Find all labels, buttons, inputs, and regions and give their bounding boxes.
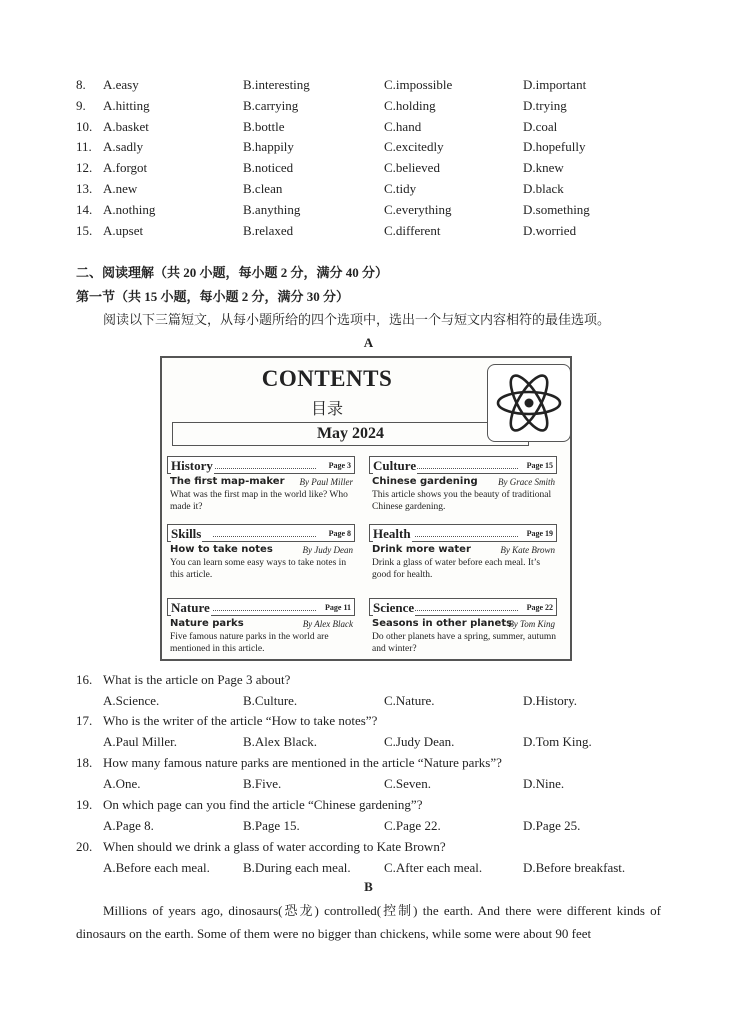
- article-description: You can learn some easy ways to take notes in this article.: [170, 558, 347, 580]
- question-number: 18.: [76, 755, 93, 770]
- question-number: 11.: [76, 139, 92, 154]
- section-name: History: [171, 458, 213, 473]
- passage-b-text: Millions of years ago, dinosaurs(恐龙) controlled(控制) the earth. And there were different kinds of dinosaurs on the earth. Some of them were no bigger than chickens, while some were about 90 feet: [76, 903, 661, 941]
- contents-section-culture: [369, 456, 557, 516]
- option-a: A.Science.: [103, 693, 160, 708]
- option-a: A.Page 8.: [103, 818, 154, 833]
- question-options: [0, 690, 737, 711]
- option-a: A.Before each meal.: [103, 860, 210, 875]
- section-page: Page 19: [526, 529, 553, 538]
- passage-label-b: B: [364, 879, 373, 894]
- option-c: C.Judy Dean.: [384, 734, 455, 749]
- option-d: D.Page 25.: [523, 818, 581, 833]
- section-page: Page 8: [328, 529, 351, 538]
- question-stem: [0, 794, 737, 815]
- option-a: A.upset: [103, 223, 144, 238]
- question-number: 13.: [76, 181, 93, 196]
- article-description: Drink a glass of water before each meal. It’s good for health.: [372, 558, 541, 580]
- contents-section-nature: [167, 598, 355, 658]
- cloze-row: [0, 199, 737, 220]
- article-title: Nature parks: [170, 618, 244, 629]
- option-b: B.relaxed: [243, 223, 294, 238]
- option-a: A.hitting: [103, 98, 150, 113]
- section-page: Page 22: [526, 603, 553, 612]
- option-c: C.holding: [384, 98, 436, 113]
- article-author: By Paul Miller: [299, 477, 353, 487]
- option-d: D.worried: [523, 223, 577, 238]
- option-d: D.trying: [523, 98, 567, 113]
- question-number: 14.: [76, 202, 93, 217]
- option-d: D.Tom King.: [523, 734, 592, 749]
- option-d: D.something: [523, 202, 590, 217]
- contents-section-history: [167, 456, 355, 516]
- option-d: D.Before breakfast.: [523, 860, 626, 875]
- article-author: By Alex Black: [302, 619, 353, 629]
- option-a: A.basket: [103, 119, 149, 134]
- option-c: C.After each meal.: [384, 860, 483, 875]
- question-stem: [0, 836, 737, 857]
- option-d: D.knew: [523, 160, 564, 175]
- option-a: A.sadly: [103, 139, 144, 154]
- section-heading: 二、阅读理解（共 20 小题，每小题 2 分，满分 40 分）: [76, 265, 389, 280]
- question-number: 9.: [76, 98, 86, 113]
- option-d: D.History.: [523, 693, 578, 708]
- question-text: How many famous nature parks are mentioned in the article “Nature parks”?: [103, 755, 502, 770]
- cloze-row: [0, 157, 737, 178]
- article-title: Chinese gardening: [372, 476, 478, 487]
- option-b: B.happily: [243, 139, 294, 154]
- question-options: [0, 731, 737, 752]
- contents-figure: [160, 356, 572, 661]
- cloze-row: [0, 178, 737, 199]
- option-c: C.everything: [384, 202, 452, 217]
- option-b: B.interesting: [243, 77, 310, 92]
- cloze-row: [0, 220, 737, 241]
- question-number: 17.: [76, 713, 93, 728]
- option-b: B.Five.: [243, 776, 282, 791]
- contents-title: CONTENTS: [261, 366, 393, 391]
- question-options: [0, 773, 737, 794]
- part-heading: 第一节（共 15 小题，每小题 2 分，满分 30 分）: [76, 289, 350, 304]
- question-options: [0, 857, 737, 878]
- option-a: A.easy: [103, 77, 139, 92]
- section-page: Page 15: [526, 461, 553, 470]
- option-a: A.Paul Miller.: [103, 734, 178, 749]
- instructions: 阅读以下三篇短文，从每小题所给的四个选项中，选出一个与短文内容相符的最佳选项。: [103, 312, 611, 327]
- section-header: [369, 524, 557, 542]
- section-page: Page 3: [328, 461, 351, 470]
- article-title: How to take notes: [170, 544, 273, 555]
- section-name: Skills: [171, 526, 202, 541]
- contents-section-skills: [167, 524, 355, 584]
- option-d: D.hopefully: [523, 139, 586, 154]
- contents-subtitle: 目录: [310, 399, 343, 418]
- option-c: C.tidy: [384, 181, 417, 196]
- section-name: Health: [373, 526, 411, 541]
- option-d: D.important: [523, 77, 587, 92]
- article-author: By Judy Dean: [302, 545, 353, 555]
- article-description: What was the first map in the world like? Who made it?: [170, 490, 348, 512]
- section-header: [167, 598, 355, 616]
- cloze-row: [0, 136, 737, 157]
- article-author: By Grace Smith: [498, 477, 555, 487]
- option-a: A.forgot: [103, 160, 148, 175]
- section-header: [369, 598, 557, 616]
- option-d: D.coal: [523, 119, 558, 134]
- section-header: [167, 456, 355, 474]
- cloze-row: [0, 116, 737, 137]
- article-author: By Tom King: [508, 619, 555, 629]
- option-b: B.Culture.: [243, 693, 298, 708]
- question-stem: [0, 669, 737, 690]
- question-stem: [0, 752, 737, 773]
- article-description: This article shows you the beauty of traditional Chinese gardening.: [372, 490, 552, 512]
- question-number: 16.: [76, 672, 93, 687]
- question-text: What is the article on Page 3 about?: [103, 672, 291, 687]
- option-a: A.One.: [103, 776, 141, 791]
- section-name: Science: [373, 600, 415, 615]
- cloze-row: [0, 95, 737, 116]
- article-title: The first map-maker: [170, 476, 285, 487]
- article-description: Do other planets have a spring, summer, autumn and winter?: [372, 632, 557, 654]
- option-d: D.black: [523, 181, 564, 196]
- question-number: 20.: [76, 839, 93, 854]
- question-text: Who is the writer of the article “How to take notes”?: [103, 713, 378, 728]
- option-b: B.Alex Black.: [243, 734, 318, 749]
- option-b: B.noticed: [243, 160, 294, 175]
- section-header: [167, 524, 355, 542]
- option-b: B.Page 15.: [243, 818, 300, 833]
- section-header: [369, 456, 557, 474]
- option-a: A.new: [103, 181, 138, 196]
- section-page: Page 11: [325, 603, 351, 612]
- section-name: Culture: [373, 458, 417, 473]
- option-c: C.Page 22.: [384, 818, 441, 833]
- option-b: B.carrying: [243, 98, 299, 113]
- option-c: C.impossible: [384, 77, 453, 92]
- atom-icon: [487, 364, 571, 442]
- option-b: B.anything: [243, 202, 301, 217]
- question-number: 19.: [76, 797, 93, 812]
- article-author: By Kate Brown: [500, 545, 555, 555]
- option-c: C.excitedly: [384, 139, 444, 154]
- option-b: B.clean: [243, 181, 283, 196]
- question-text: On which page can you find the article “Chinese gardening”?: [103, 797, 423, 812]
- contents-section-science: [369, 598, 557, 658]
- contents-section-health: [369, 524, 557, 584]
- question-stem: [0, 710, 737, 731]
- section-name: Nature: [171, 600, 210, 615]
- passage-label-a: A: [363, 335, 374, 350]
- question-text: When should we drink a glass of water according to Kate Brown?: [103, 839, 446, 854]
- question-number: 10.: [76, 119, 93, 134]
- option-b: B.bottle: [243, 119, 285, 134]
- option-c: C.believed: [384, 160, 440, 175]
- option-d: D.Nine.: [523, 776, 565, 791]
- option-c: C.hand: [384, 119, 422, 134]
- question-options: [0, 815, 737, 836]
- contents-month: May 2024: [172, 422, 529, 446]
- cloze-row: [0, 74, 737, 95]
- article-title: Seasons in other planets: [372, 618, 513, 629]
- option-b: B.During each meal.: [243, 860, 351, 875]
- article-description: Five famous nature parks in the world are mentioned in this article.: [170, 632, 329, 654]
- question-number: 8.: [76, 77, 86, 92]
- option-c: C.Seven.: [384, 776, 431, 791]
- question-number: 15.: [76, 223, 93, 238]
- option-a: A.nothing: [103, 202, 156, 217]
- article-title: Drink more water: [372, 544, 471, 555]
- option-c: C.different: [384, 223, 441, 238]
- option-c: C.Nature.: [384, 693, 435, 708]
- question-number: 12.: [76, 160, 93, 175]
